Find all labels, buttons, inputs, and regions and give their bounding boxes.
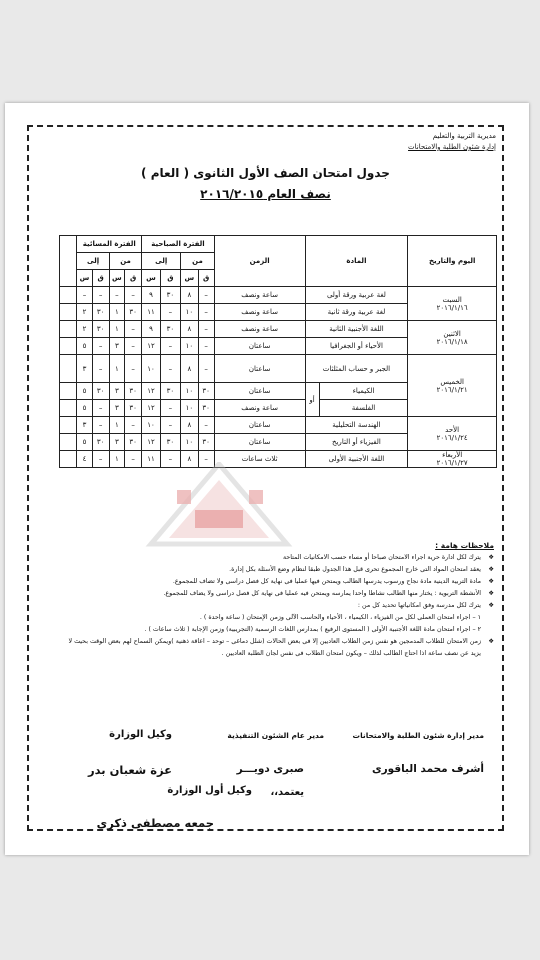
- exam-date: ٢٠١٦/١/٢٧: [436, 459, 468, 467]
- time-value-cell: ١: [109, 451, 124, 468]
- bullet-icon: ❖: [488, 590, 494, 597]
- header-q: ق: [124, 270, 141, 287]
- time-value-cell: ٣٠: [198, 383, 214, 400]
- header-to: إلى: [77, 253, 109, 270]
- header-line-1: مديرية التربية والتعليم: [432, 132, 496, 140]
- note-item: [43, 612, 494, 624]
- note-text: ١ – اجراء امتحان العملى لكل من الفيزياء ، الكيمياء ، الأحياء والحاسب الآلى وزمن الإمتحان ( ساعة واحدة ) .: [199, 614, 481, 621]
- time-value-cell: ٩: [142, 287, 160, 304]
- time-value-cell: ٣٠: [124, 434, 141, 451]
- time-value-cell: ٥: [77, 400, 92, 417]
- note-text: زمن الامتحان للطلاب المدمجين هو نفس زمن الطلاب العاديين إلا فى بعض الحالات (شلل دماغى – توحد – اعاقة ذهنية )ويمكن السماح لهم بعض الوقت بحيث لا: [68, 638, 481, 645]
- note-text: يعقد امتحان المواد التى خارج المجموع تحرى قبل هذا الجدول طبقا لنظام وضع الأسئلة بكل إدارة.: [229, 566, 481, 573]
- header-to: إلى: [142, 253, 181, 270]
- directorate-header: [408, 131, 496, 153]
- day-cell: [408, 417, 497, 451]
- duration-cell: ساعة ونصف: [214, 304, 305, 321]
- day-cell: [408, 355, 497, 417]
- header-q: ق: [92, 270, 109, 287]
- note-text: ٢ – اجراء امتحان مادة اللغة الأجنبية الأولى ( المستوى الرفيع ) بمدارس اللغات الرسمية (التجريبية) وزمن الإجابة ( ثلاث ساعات ) .: [144, 626, 481, 633]
- time-value-cell: ٣٠: [124, 383, 141, 400]
- header-s: س: [142, 270, 160, 287]
- document-page: [5, 103, 529, 855]
- time-value-cell: ٢: [77, 304, 92, 321]
- table-row: [60, 417, 497, 434]
- time-value-cell: ١٠: [181, 434, 198, 451]
- signer-role-3: وكيل الوزارة: [109, 729, 172, 740]
- bullet-icon: ❖: [488, 578, 494, 585]
- time-value-cell: –: [124, 287, 141, 304]
- note-item: [43, 564, 494, 576]
- time-value-cell: –: [124, 321, 141, 338]
- time-value-cell: ٨: [181, 287, 198, 304]
- time-value-cell: –: [198, 417, 214, 434]
- spare-cell: [60, 451, 77, 468]
- time-value-cell: ٥: [77, 434, 92, 451]
- schedule-body: [60, 287, 497, 468]
- header-s: س: [77, 270, 92, 287]
- header-from: من: [109, 253, 141, 270]
- note-text: مادة التربية الدينية مادة نجاح ورسوب يدرسها الطالب ويمتحن فيها عمليا فى نهاية كل فصل دراسى ولا تضاف للمجموع.: [172, 578, 481, 585]
- time-value-cell: –: [198, 304, 214, 321]
- time-value-cell: ١: [109, 304, 124, 321]
- time-value-cell: ٩: [142, 321, 160, 338]
- time-value-cell: –: [160, 400, 181, 417]
- time-value-cell: ٣٠: [160, 321, 181, 338]
- first-deputy-role: وكيل أول الوزارة: [167, 785, 252, 796]
- duration-cell: ساعتان: [214, 383, 305, 400]
- time-value-cell: –: [92, 417, 109, 434]
- subject-cell: الفلسفة: [319, 400, 408, 417]
- spare-cell: [60, 287, 77, 304]
- time-value-cell: ١: [109, 321, 124, 338]
- day-cell: [408, 451, 497, 468]
- duration-cell: ساعتان: [214, 417, 305, 434]
- note-item: [43, 600, 494, 612]
- header-time: الزمن: [214, 236, 305, 287]
- note-text: يترك لكل مدرسة وفق امكانياتها تحديد كل من :: [357, 602, 481, 609]
- spare-cell: [60, 417, 77, 434]
- time-value-cell: –: [109, 287, 124, 304]
- header-s: س: [181, 270, 198, 287]
- header-s: س: [109, 270, 124, 287]
- time-value-cell: ٣: [109, 383, 124, 400]
- time-value-cell: ٨: [181, 355, 198, 383]
- day-cell: [408, 321, 497, 355]
- note-item: [43, 648, 494, 660]
- notes-section: [43, 540, 494, 660]
- time-value-cell: –: [198, 451, 214, 468]
- note-text: الأنشطة التربوية : يختار منها الطالب نشاطا واحدا يمارسه ويمتحن فيه عمليا فى نهاية كل فصل دراسى ولا يضاف للمجموع.: [163, 590, 481, 597]
- time-value-cell: ٣: [109, 338, 124, 355]
- time-value-cell: –: [124, 338, 141, 355]
- time-value-cell: ٣٠: [92, 383, 109, 400]
- time-value-cell: ٣: [109, 434, 124, 451]
- time-value-cell: –: [92, 287, 109, 304]
- time-value-cell: ٣٠: [160, 383, 181, 400]
- time-value-cell: –: [92, 338, 109, 355]
- time-value-cell: ٨: [181, 321, 198, 338]
- time-value-cell: ١٢: [142, 383, 160, 400]
- time-value-cell: –: [160, 338, 181, 355]
- time-value-cell: ٥: [77, 338, 92, 355]
- time-value-cell: –: [160, 451, 181, 468]
- exam-date: ٢٠١٦/١/٢٤: [436, 433, 468, 442]
- spare-cell: [60, 383, 77, 400]
- signer-name-2: صبرى دويـــر: [236, 763, 304, 775]
- time-value-cell: ١٢: [142, 338, 160, 355]
- duration-cell: ساعتان: [214, 434, 305, 451]
- day-name: الأحد: [445, 425, 460, 434]
- time-value-cell: ٢: [77, 321, 92, 338]
- note-text: يترك لكل ادارة حرية اجراء الامتحان صباحا أو مساء حسب الامكانيات المتاحة: [282, 554, 481, 561]
- subject-cell: لغة عربية ورقة أولى: [305, 287, 408, 304]
- time-value-cell: –: [198, 338, 214, 355]
- time-value-cell: ٣٠: [92, 321, 109, 338]
- day-name: الاثنين: [443, 329, 461, 338]
- time-value-cell: –: [124, 451, 141, 468]
- duration-cell: ساعة ونصف: [214, 321, 305, 338]
- exam-date: ٢٠١٦/١/٢١: [436, 385, 468, 394]
- time-value-cell: –: [160, 417, 181, 434]
- subject-cell: الجبر و حساب المثلثات: [305, 355, 408, 383]
- signer-role-1: مدير إدارة شئون الطلبة والامتحانات: [352, 731, 484, 740]
- or-connector: أو: [305, 383, 319, 417]
- signer-name-3: عزة شعبان بدر: [87, 763, 172, 777]
- header-spare: [60, 236, 77, 287]
- time-value-cell: ٤: [77, 451, 92, 468]
- header-q: ق: [160, 270, 181, 287]
- spare-cell: [60, 400, 77, 417]
- spare-cell: [60, 434, 77, 451]
- bullet-icon: ❖: [488, 602, 494, 609]
- header-q: ق: [198, 270, 214, 287]
- table-row: [60, 287, 497, 304]
- header-evening: الفترة المسائية: [77, 236, 142, 253]
- time-value-cell: ٣٠: [198, 434, 214, 451]
- time-value-cell: ٣٠: [92, 434, 109, 451]
- subject-cell: اللغة الأجنبية الثانية: [305, 321, 408, 338]
- time-value-cell: –: [160, 355, 181, 383]
- note-item: [43, 552, 494, 564]
- day-name: الخميس: [440, 377, 464, 386]
- header-day-date: اليوم والتاريخ: [408, 236, 497, 287]
- bullet-icon: ❖: [488, 566, 494, 573]
- header-line-2: إدارة شئون الطلبة والامتحانات: [408, 143, 496, 151]
- time-value-cell: ١١: [142, 304, 160, 321]
- time-value-cell: ١٠: [181, 400, 198, 417]
- time-value-cell: ٣٠: [198, 400, 214, 417]
- note-item: [43, 576, 494, 588]
- time-value-cell: ٨: [181, 451, 198, 468]
- subject-cell: اللغة الأجنبية الأولى: [305, 451, 408, 468]
- signer-role-2: مدير عام الشئون التنفيذية: [227, 731, 324, 740]
- time-value-cell: ١٢: [142, 400, 160, 417]
- exam-schedule-table: [59, 235, 497, 468]
- note-text: يزيد عن نصف ساعة اذا احتاج الطالب لذلك – ويكون امتحان الطلاب فى نفس لجان الطلبة العاديين .: [221, 650, 481, 657]
- header-subject: المادة: [305, 236, 408, 287]
- spare-cell: [60, 321, 77, 338]
- header-morning: الفترة الصباحية: [142, 236, 214, 253]
- day-name: الأربعاء: [442, 451, 463, 459]
- time-value-cell: ١٠: [181, 304, 198, 321]
- time-value-cell: –: [198, 355, 214, 383]
- note-item: [43, 636, 494, 648]
- time-value-cell: –: [198, 321, 214, 338]
- time-value-cell: ١: [109, 417, 124, 434]
- spare-cell: [60, 304, 77, 321]
- day-cell: [408, 287, 497, 321]
- duration-cell: ساعتان: [214, 338, 305, 355]
- subject-cell: لغة عربية ورقة ثانية: [305, 304, 408, 321]
- note-item: [43, 588, 494, 600]
- subject-cell: الهندسة التحليلية: [305, 417, 408, 434]
- exam-date: ٢٠١٦/١/١٦: [436, 303, 468, 312]
- time-value-cell: ٣٠: [160, 287, 181, 304]
- time-value-cell: –: [92, 451, 109, 468]
- duration-cell: ثلاث ساعات: [214, 451, 305, 468]
- time-value-cell: ٨: [181, 417, 198, 434]
- subject-cell: الفيزياء أو التاريخ: [305, 434, 408, 451]
- time-value-cell: ١٠: [142, 355, 160, 383]
- time-value-cell: ٥: [77, 383, 92, 400]
- schedule-subtitle: نصف العام ٢٠١٦/٢٠١٥: [200, 187, 331, 201]
- time-value-cell: ٣٠: [124, 304, 141, 321]
- schedule-title: جدول امتحان الصف الأول الثانوى ( العام ): [141, 166, 390, 180]
- time-value-cell: –: [92, 400, 109, 417]
- time-value-cell: ١٢: [142, 434, 160, 451]
- approval-text: يعتمد،،: [270, 787, 304, 798]
- final-signer-name: جمعه مصطفى ذكرى: [96, 816, 214, 830]
- notes-list: [43, 552, 494, 660]
- time-value-cell: ٣: [109, 400, 124, 417]
- time-value-cell: ١٠: [181, 383, 198, 400]
- time-value-cell: ١: [109, 355, 124, 383]
- duration-cell: ساعة ونصف: [214, 400, 305, 417]
- time-value-cell: ٣٠: [92, 304, 109, 321]
- time-value-cell: –: [77, 287, 92, 304]
- time-value-cell: ٣: [77, 355, 92, 383]
- bullet-icon: ❖: [488, 554, 494, 561]
- time-value-cell: –: [160, 304, 181, 321]
- note-item: [43, 624, 494, 636]
- time-value-cell: ٣٠: [124, 400, 141, 417]
- spare-cell: [60, 338, 77, 355]
- spare-cell: [60, 355, 77, 383]
- notes-title: ملاحظات هامة :: [435, 541, 494, 550]
- day-name: السبت: [442, 295, 462, 304]
- time-value-cell: ٣: [77, 417, 92, 434]
- duration-cell: ساعتان: [214, 355, 305, 383]
- time-value-cell: ٣٠: [160, 434, 181, 451]
- time-value-cell: –: [124, 417, 141, 434]
- time-value-cell: –: [198, 287, 214, 304]
- table-row: [60, 321, 497, 338]
- table-row: [60, 355, 497, 383]
- time-value-cell: –: [92, 355, 109, 383]
- header-from: من: [181, 253, 215, 270]
- time-value-cell: ١٠: [142, 417, 160, 434]
- exam-date: ٢٠١٦/١/١٨: [436, 337, 468, 346]
- dashed-frame: [27, 125, 504, 831]
- subject-cell: الأحياء أو الجغرافيا: [305, 338, 408, 355]
- duration-cell: ساعة ونصف: [214, 287, 305, 304]
- time-value-cell: –: [124, 355, 141, 383]
- watermark-logo: [137, 462, 302, 547]
- table-row: [60, 451, 497, 468]
- time-value-cell: ١٠: [181, 338, 198, 355]
- bullet-icon: ❖: [488, 638, 494, 645]
- signer-name-1: أشرف محمد الباقورى: [371, 763, 484, 775]
- time-value-cell: ١١: [142, 451, 160, 468]
- subject-cell: الكيمياء: [319, 383, 408, 400]
